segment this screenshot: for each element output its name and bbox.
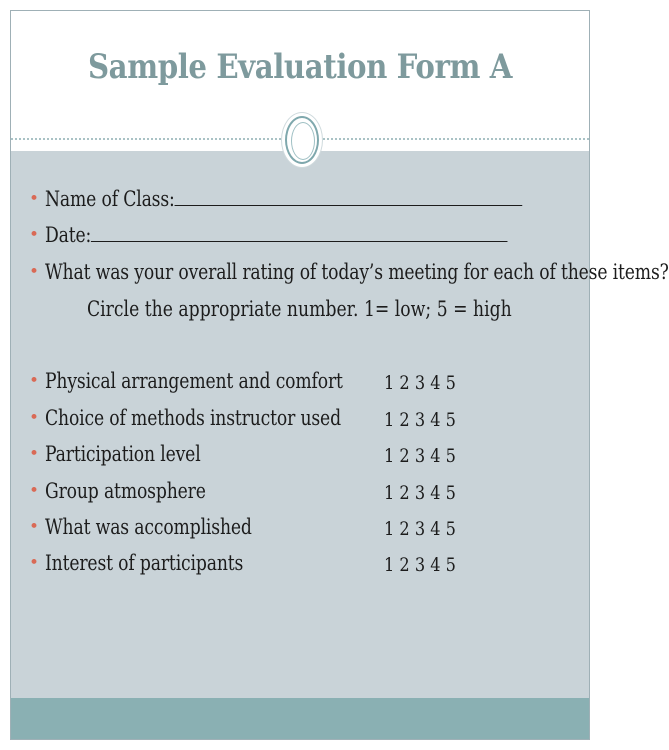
ring-ornament <box>285 116 319 164</box>
slide-body <box>11 151 669 698</box>
rating-scale[interactable]: 1 2 3 4 5 <box>384 409 456 431</box>
bullet-icon: • <box>29 189 40 209</box>
slide-title: Sample Evaluation Form A <box>87 47 512 87</box>
form-content <box>11 151 669 698</box>
bullet-icon: • <box>29 517 40 537</box>
bullet-icon: • <box>29 553 40 573</box>
bullet-icon: • <box>29 371 40 391</box>
rating-scale[interactable]: 1 2 3 4 5 <box>384 445 456 467</box>
item-label: What was accomplished <box>45 515 252 539</box>
footer-bar <box>11 698 589 739</box>
bullet-icon: • <box>29 444 40 464</box>
date-blank[interactable] <box>91 221 508 242</box>
rating-scale[interactable]: 1 2 3 4 5 <box>384 554 456 576</box>
instruction-text: Circle the appropriate number. 1= low; 5 = high <box>87 297 512 321</box>
field-label: Date: <box>45 223 92 247</box>
bullet-icon: • <box>29 225 40 245</box>
item-label: Choice of methods instructor used <box>45 406 341 430</box>
slide-frame <box>10 10 669 740</box>
field-label: Name of Class: <box>45 187 175 211</box>
rating-scale[interactable]: 1 2 3 4 5 <box>384 372 456 394</box>
bullet-icon: • <box>29 481 40 501</box>
bullet-icon: • <box>29 408 40 428</box>
item-label: Group atmosphere <box>45 479 206 503</box>
rating-scale[interactable]: 1 2 3 4 5 <box>384 482 456 504</box>
name-of-class-blank[interactable] <box>175 185 523 206</box>
item-label: Participation level <box>45 442 201 466</box>
rating-scale[interactable]: 1 2 3 4 5 <box>384 518 456 540</box>
question-text: What was your overall rating of today’s meeting for each of these items? <box>45 260 669 284</box>
bullet-icon: • <box>29 262 40 282</box>
item-label: Physical arrangement and comfort <box>45 369 343 393</box>
item-label: Interest of participants <box>45 551 244 575</box>
